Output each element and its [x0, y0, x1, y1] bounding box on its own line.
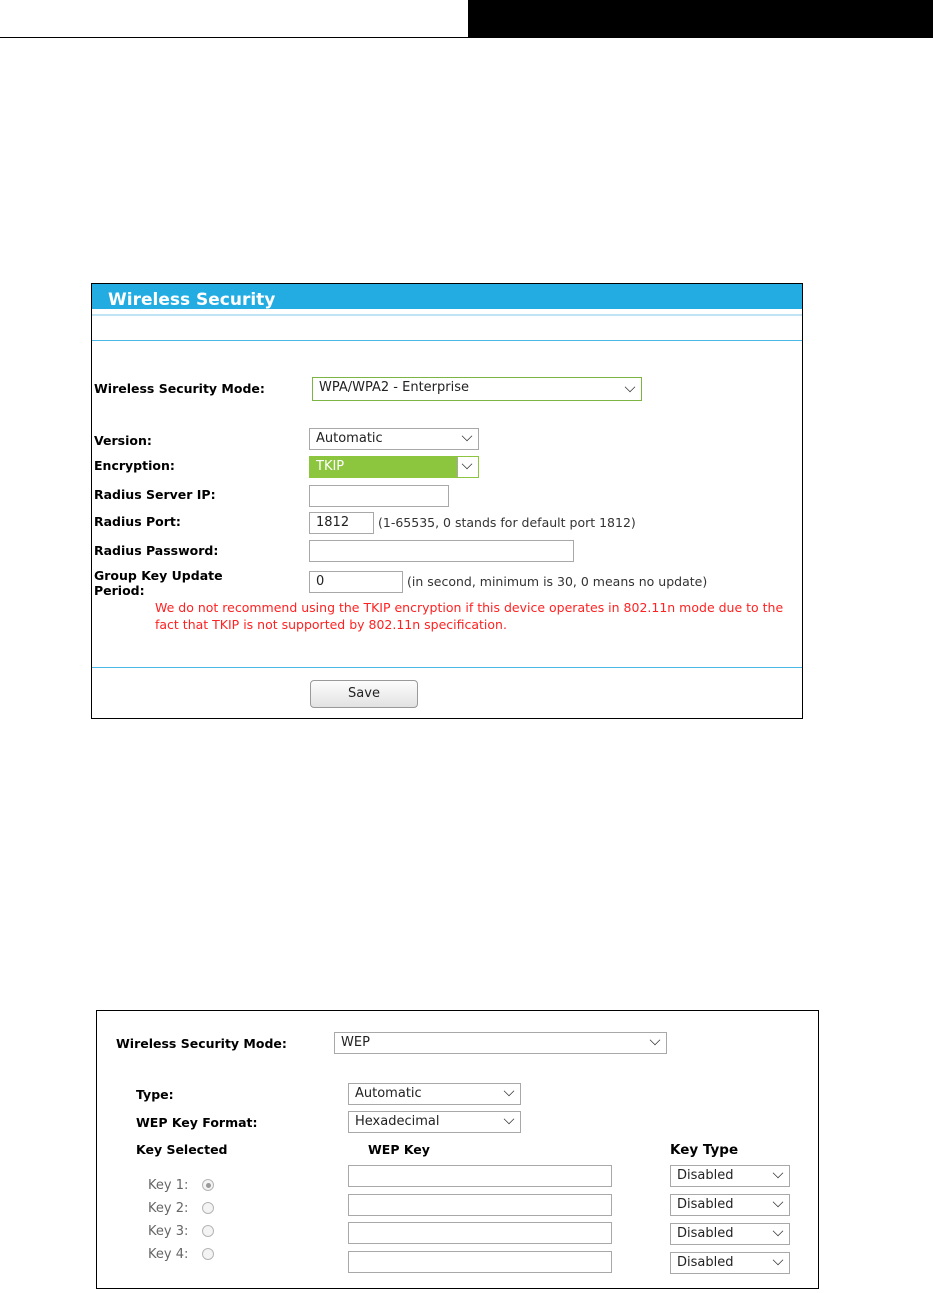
- key-3-radio[interactable]: [202, 1225, 214, 1237]
- encryption-value: TKIP: [316, 459, 345, 474]
- key-2-radio[interactable]: [202, 1202, 214, 1214]
- radius-port-input[interactable]: [309, 512, 374, 534]
- radius-port-hint: (1-65535, 0 stands for default port 1812): [378, 515, 636, 530]
- key-3-label: Key 3:: [148, 1224, 189, 1239]
- chevron-down-icon: [504, 1086, 515, 1097]
- key-1-label: Key 1:: [148, 1178, 189, 1193]
- save-button[interactable]: Save: [310, 680, 418, 708]
- type-value: Automatic: [355, 1086, 422, 1101]
- wireless-security-panel: [91, 283, 803, 719]
- key-1-type-select[interactable]: [670, 1165, 790, 1187]
- key-format-value: Hexadecimal: [355, 1114, 440, 1129]
- key-4-type-value: Disabled: [677, 1255, 734, 1270]
- encryption-select[interactable]: [309, 456, 479, 478]
- security-mode-select[interactable]: [334, 1032, 667, 1054]
- group-key-label-line1: Group Key Update: [94, 568, 223, 583]
- tkip-warning-line1: We do not recommend using the TKIP encryption if this device operates in 802.11n mode due to the: [155, 600, 784, 615]
- chevron-down-icon: [625, 382, 636, 393]
- key-3-input[interactable]: [348, 1222, 612, 1244]
- chevron-down-icon: [773, 1197, 784, 1208]
- panel-title-bar: [92, 284, 802, 314]
- key-type-header: Key Type: [670, 1142, 739, 1158]
- key-4-input[interactable]: [348, 1251, 612, 1273]
- security-mode-select[interactable]: [312, 377, 642, 401]
- chevron-down-icon: [650, 1035, 661, 1046]
- key-1-type-value: Disabled: [677, 1168, 734, 1183]
- group-key-label-line2: Period:: [94, 583, 145, 598]
- key-4-radio[interactable]: [202, 1248, 214, 1260]
- radius-port-label: Radius Port:: [94, 514, 181, 529]
- security-mode-value: WPA/WPA2 - Enterprise: [319, 380, 469, 395]
- radius-port-value: 1812: [316, 515, 350, 530]
- bottom-divider: [92, 667, 802, 668]
- header-rule: [0, 37, 470, 38]
- version-label: Version:: [94, 433, 152, 448]
- key-1-input[interactable]: [348, 1165, 612, 1187]
- key-2-input[interactable]: [348, 1194, 612, 1216]
- key-3-type-value: Disabled: [677, 1226, 734, 1241]
- chevron-down-icon: [504, 1114, 515, 1125]
- chevron-down-icon: [773, 1168, 784, 1179]
- panel-title: Wireless Security: [108, 290, 276, 310]
- top-divider: [92, 340, 802, 341]
- encryption-label: Encryption:: [94, 458, 175, 473]
- group-key-hint: (in second, minimum is 30, 0 means no update): [407, 574, 708, 589]
- key-2-type-select[interactable]: [670, 1194, 790, 1216]
- key-3-type-select[interactable]: [670, 1223, 790, 1245]
- wep-settings-panel: [96, 1010, 819, 1289]
- header-bar: [468, 0, 933, 38]
- key-4-label: Key 4:: [148, 1247, 189, 1262]
- type-select[interactable]: [348, 1083, 521, 1105]
- security-mode-label: Wireless Security Mode:: [94, 381, 265, 396]
- group-key-input[interactable]: [309, 571, 403, 593]
- radius-ip-input[interactable]: [309, 485, 449, 507]
- chevron-down-icon: [773, 1255, 784, 1266]
- key-4-type-select[interactable]: [670, 1252, 790, 1274]
- tkip-warning-line2: fact that TKIP is not supported by 802.11n specification.: [155, 617, 507, 632]
- key-selected-header: Key Selected: [136, 1142, 228, 1157]
- version-value: Automatic: [316, 431, 383, 446]
- radius-ip-label: Radius Server IP:: [94, 487, 216, 502]
- group-key-value: 0: [316, 574, 325, 589]
- title-underline: [92, 314, 802, 316]
- key-2-type-value: Disabled: [677, 1197, 734, 1212]
- radius-password-label: Radius Password:: [94, 543, 219, 558]
- key-format-label: WEP Key Format:: [136, 1115, 258, 1130]
- key-1-radio[interactable]: [202, 1179, 214, 1191]
- key-2-label: Key 2:: [148, 1201, 189, 1216]
- chevron-down-icon: [462, 431, 473, 442]
- key-format-select[interactable]: [348, 1111, 521, 1133]
- radius-password-input[interactable]: [309, 540, 574, 562]
- version-select[interactable]: [309, 428, 479, 450]
- type-label: Type:: [136, 1087, 174, 1102]
- security-mode-label: Wireless Security Mode:: [116, 1036, 287, 1051]
- security-mode-value: WEP: [341, 1035, 370, 1050]
- wep-key-header: WEP Key: [368, 1142, 430, 1157]
- chevron-down-icon: [773, 1226, 784, 1237]
